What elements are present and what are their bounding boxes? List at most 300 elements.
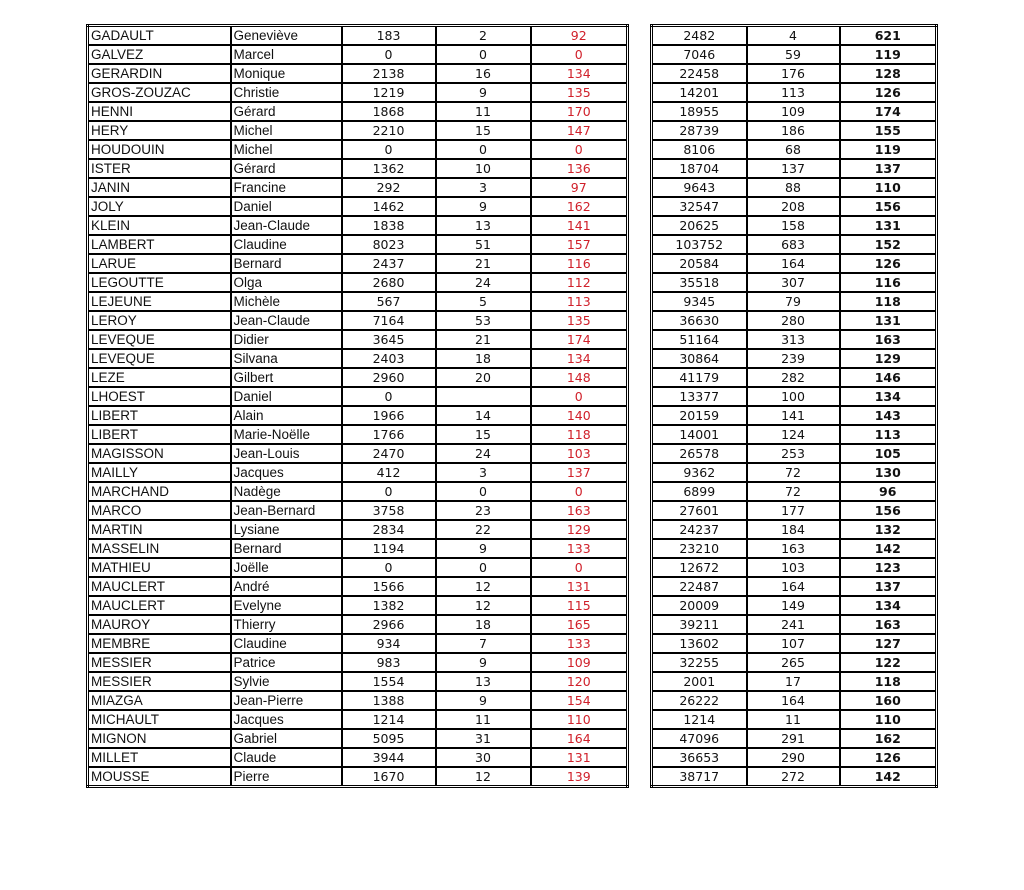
value-b-cell: 12	[436, 767, 531, 787]
value-b-cell: 53	[436, 311, 531, 330]
total-d-cell: 7046	[652, 45, 747, 64]
table-row	[652, 121, 937, 140]
table-row	[652, 577, 937, 596]
total-e-cell: 265	[747, 653, 840, 672]
total-e-cell: 241	[747, 615, 840, 634]
total-e-cell: 4	[747, 26, 840, 46]
first-name-cell: Lysiane	[231, 520, 342, 539]
value-a-cell: 1219	[342, 83, 436, 102]
table-row	[88, 273, 628, 292]
total-e-cell: 113	[747, 83, 840, 102]
value-b-cell: 7	[436, 634, 531, 653]
total-e-cell: 137	[747, 159, 840, 178]
value-a-cell: 1966	[342, 406, 436, 425]
value-b-cell: 23	[436, 501, 531, 520]
ratio-cell: 0	[531, 482, 628, 501]
value-a-cell: 1194	[342, 539, 436, 558]
total-d-cell: 2482	[652, 26, 747, 46]
table-row	[88, 634, 628, 653]
total-d-cell: 41179	[652, 368, 747, 387]
value-b-cell: 24	[436, 273, 531, 292]
value-a-cell: 1362	[342, 159, 436, 178]
first-name-cell: Francine	[231, 178, 342, 197]
last-name-cell: MARCHAND	[88, 482, 231, 501]
total-e-cell: 282	[747, 368, 840, 387]
table-row	[652, 273, 937, 292]
first-name-cell: André	[231, 577, 342, 596]
total-e-cell: 239	[747, 349, 840, 368]
total-d-cell: 22458	[652, 64, 747, 83]
table-row	[652, 748, 937, 767]
ratio-cell: 174	[531, 330, 628, 349]
value-a-cell: 2437	[342, 254, 436, 273]
ratio-cell: 129	[531, 520, 628, 539]
total-d-cell: 14001	[652, 425, 747, 444]
first-name-cell: Thierry	[231, 615, 342, 634]
value-b-cell: 20	[436, 368, 531, 387]
left-results-table	[86, 24, 629, 788]
table-row	[652, 349, 937, 368]
ratio-cell: 131	[531, 577, 628, 596]
last-name-cell: LARUE	[88, 254, 231, 273]
table-row	[652, 501, 937, 520]
total-d-cell: 2001	[652, 672, 747, 691]
ratio-cell: 147	[531, 121, 628, 140]
table-row	[88, 216, 628, 235]
total-ratio-cell: 110	[840, 710, 937, 729]
table-row	[652, 311, 937, 330]
table-row	[652, 64, 937, 83]
first-name-cell: Michèle	[231, 292, 342, 311]
last-name-cell: LEROY	[88, 311, 231, 330]
total-d-cell: 32255	[652, 653, 747, 672]
first-name-cell: Gérard	[231, 102, 342, 121]
total-d-cell: 9345	[652, 292, 747, 311]
total-ratio-cell: 118	[840, 292, 937, 311]
last-name-cell: LEVEQUE	[88, 349, 231, 368]
first-name-cell: Jacques	[231, 463, 342, 482]
last-name-cell: MATHIEU	[88, 558, 231, 577]
value-b-cell: 9	[436, 197, 531, 216]
total-d-cell: 13377	[652, 387, 747, 406]
value-b-cell: 0	[436, 140, 531, 159]
last-name-cell: HOUDOUIN	[88, 140, 231, 159]
total-e-cell: 164	[747, 254, 840, 273]
total-d-cell: 103752	[652, 235, 747, 254]
total-e-cell: 164	[747, 691, 840, 710]
table-row	[88, 26, 628, 46]
total-d-cell: 51164	[652, 330, 747, 349]
table-row	[652, 406, 937, 425]
first-name-cell: Monique	[231, 64, 342, 83]
total-e-cell: 88	[747, 178, 840, 197]
last-name-cell: JANIN	[88, 178, 231, 197]
total-ratio-cell: 126	[840, 748, 937, 767]
total-ratio-cell: 127	[840, 634, 937, 653]
total-e-cell: 141	[747, 406, 840, 425]
ratio-cell: 110	[531, 710, 628, 729]
table-row	[652, 197, 937, 216]
ratio-cell: 112	[531, 273, 628, 292]
total-d-cell: 26578	[652, 444, 747, 463]
last-name-cell: MAILLY	[88, 463, 231, 482]
last-name-cell: MARTIN	[88, 520, 231, 539]
total-ratio-cell: 142	[840, 767, 937, 787]
first-name-cell: Geneviève	[231, 26, 342, 46]
value-a-cell: 1766	[342, 425, 436, 444]
ratio-cell: 133	[531, 634, 628, 653]
value-a-cell: 2470	[342, 444, 436, 463]
total-e-cell: 184	[747, 520, 840, 539]
first-name-cell: Joëlle	[231, 558, 342, 577]
table-row	[88, 653, 628, 672]
table-row	[88, 254, 628, 273]
total-ratio-cell: 163	[840, 615, 937, 634]
total-d-cell: 18955	[652, 102, 747, 121]
total-ratio-cell: 152	[840, 235, 937, 254]
ratio-cell: 92	[531, 26, 628, 46]
value-a-cell: 2966	[342, 615, 436, 634]
first-name-cell: Bernard	[231, 539, 342, 558]
table-row	[88, 691, 628, 710]
value-b-cell: 9	[436, 539, 531, 558]
value-b-cell: 12	[436, 577, 531, 596]
value-b-cell: 51	[436, 235, 531, 254]
first-name-cell: Jean-Pierre	[231, 691, 342, 710]
value-b-cell: 13	[436, 672, 531, 691]
ratio-cell: 115	[531, 596, 628, 615]
value-a-cell: 1868	[342, 102, 436, 121]
total-d-cell: 36653	[652, 748, 747, 767]
table-row	[88, 710, 628, 729]
total-e-cell: 177	[747, 501, 840, 520]
right-table-body	[652, 26, 937, 787]
table-row	[652, 387, 937, 406]
last-name-cell: KLEIN	[88, 216, 231, 235]
first-name-cell: Gabriel	[231, 729, 342, 748]
last-name-cell: MAUROY	[88, 615, 231, 634]
table-row	[88, 767, 628, 787]
table-row	[88, 596, 628, 615]
ratio-cell: 139	[531, 767, 628, 787]
total-e-cell: 176	[747, 64, 840, 83]
first-name-cell: Daniel	[231, 387, 342, 406]
last-name-cell: GALVEZ	[88, 45, 231, 64]
ratio-cell: 157	[531, 235, 628, 254]
value-b-cell: 11	[436, 102, 531, 121]
last-name-cell: MESSIER	[88, 653, 231, 672]
total-e-cell: 164	[747, 577, 840, 596]
total-ratio-cell: 128	[840, 64, 937, 83]
table-row	[88, 140, 628, 159]
first-name-cell: Marie-Noëlle	[231, 425, 342, 444]
table-row	[652, 235, 937, 254]
value-a-cell: 0	[342, 482, 436, 501]
total-ratio-cell: 131	[840, 216, 937, 235]
table-row	[88, 121, 628, 140]
ratio-cell: 109	[531, 653, 628, 672]
value-b-cell: 9	[436, 653, 531, 672]
ratio-cell: 163	[531, 501, 628, 520]
table-row	[652, 83, 937, 102]
value-a-cell: 0	[342, 558, 436, 577]
last-name-cell: GERARDIN	[88, 64, 231, 83]
ratio-cell: 165	[531, 615, 628, 634]
table-row	[652, 140, 937, 159]
total-ratio-cell: 142	[840, 539, 937, 558]
value-b-cell: 11	[436, 710, 531, 729]
total-ratio-cell: 143	[840, 406, 937, 425]
total-ratio-cell: 119	[840, 140, 937, 159]
table-row	[88, 539, 628, 558]
total-ratio-cell: 162	[840, 729, 937, 748]
value-a-cell: 292	[342, 178, 436, 197]
table-row	[88, 64, 628, 83]
ratio-cell: 118	[531, 425, 628, 444]
ratio-cell: 131	[531, 748, 628, 767]
ratio-cell: 134	[531, 349, 628, 368]
first-name-cell: Jean-Claude	[231, 216, 342, 235]
table-row	[88, 406, 628, 425]
total-d-cell: 20159	[652, 406, 747, 425]
value-a-cell: 0	[342, 140, 436, 159]
value-b-cell: 18	[436, 349, 531, 368]
last-name-cell: LAMBERT	[88, 235, 231, 254]
total-d-cell: 27601	[652, 501, 747, 520]
total-ratio-cell: 146	[840, 368, 937, 387]
last-name-cell: ISTER	[88, 159, 231, 178]
total-ratio-cell: 156	[840, 501, 937, 520]
value-a-cell: 3944	[342, 748, 436, 767]
ratio-cell: 0	[531, 140, 628, 159]
total-ratio-cell: 131	[840, 311, 937, 330]
last-name-cell: LEJEUNE	[88, 292, 231, 311]
ratio-cell: 162	[531, 197, 628, 216]
value-b-cell: 5	[436, 292, 531, 311]
table-row	[88, 577, 628, 596]
right-results-table	[650, 24, 938, 788]
ratio-cell: 103	[531, 444, 628, 463]
value-a-cell: 1554	[342, 672, 436, 691]
ratio-cell: 135	[531, 311, 628, 330]
last-name-cell: GROS-ZOUZAC	[88, 83, 231, 102]
total-e-cell: 79	[747, 292, 840, 311]
total-ratio-cell: 119	[840, 45, 937, 64]
value-b-cell: 0	[436, 558, 531, 577]
total-ratio-cell: 621	[840, 26, 937, 46]
value-b-cell: 30	[436, 748, 531, 767]
total-ratio-cell: 132	[840, 520, 937, 539]
value-a-cell: 3645	[342, 330, 436, 349]
last-name-cell: MIGNON	[88, 729, 231, 748]
ratio-cell: 135	[531, 83, 628, 102]
table-row	[652, 672, 937, 691]
total-d-cell: 18704	[652, 159, 747, 178]
ratio-cell: 154	[531, 691, 628, 710]
total-ratio-cell: 126	[840, 83, 937, 102]
ratio-cell: 148	[531, 368, 628, 387]
last-name-cell: LIBERT	[88, 406, 231, 425]
first-name-cell: Evelyne	[231, 596, 342, 615]
table-row	[652, 102, 937, 121]
table-row	[652, 425, 937, 444]
total-ratio-cell: 113	[840, 425, 937, 444]
table-row	[88, 311, 628, 330]
total-ratio-cell: 116	[840, 273, 937, 292]
ratio-cell: 116	[531, 254, 628, 273]
last-name-cell: MICHAULT	[88, 710, 231, 729]
table-row	[88, 463, 628, 482]
total-d-cell: 39211	[652, 615, 747, 634]
first-name-cell: Claudine	[231, 235, 342, 254]
ratio-cell: 134	[531, 64, 628, 83]
value-a-cell: 7164	[342, 311, 436, 330]
table-row	[652, 292, 937, 311]
table-row	[88, 197, 628, 216]
last-name-cell: HERY	[88, 121, 231, 140]
table-row	[652, 330, 937, 349]
first-name-cell: Daniel	[231, 197, 342, 216]
first-name-cell: Olga	[231, 273, 342, 292]
total-e-cell: 17	[747, 672, 840, 691]
value-a-cell: 2834	[342, 520, 436, 539]
total-e-cell: 107	[747, 634, 840, 653]
total-ratio-cell: 118	[840, 672, 937, 691]
first-name-cell: Bernard	[231, 254, 342, 273]
total-e-cell: 72	[747, 482, 840, 501]
value-a-cell: 1566	[342, 577, 436, 596]
value-a-cell: 1462	[342, 197, 436, 216]
last-name-cell: MIAZGA	[88, 691, 231, 710]
total-ratio-cell: 134	[840, 596, 937, 615]
value-b-cell: 31	[436, 729, 531, 748]
table-row	[88, 235, 628, 254]
total-ratio-cell: 126	[840, 254, 937, 273]
value-b-cell: 0	[436, 45, 531, 64]
table-row	[652, 558, 937, 577]
table-row	[652, 729, 937, 748]
total-e-cell: 124	[747, 425, 840, 444]
value-a-cell: 3758	[342, 501, 436, 520]
table-row	[88, 387, 628, 406]
total-e-cell: 103	[747, 558, 840, 577]
total-ratio-cell: 137	[840, 159, 937, 178]
table-row	[88, 520, 628, 539]
last-name-cell: MASSELIN	[88, 539, 231, 558]
first-name-cell: Jean-Claude	[231, 311, 342, 330]
last-name-cell: LEZE	[88, 368, 231, 387]
last-name-cell: LHOEST	[88, 387, 231, 406]
table-row	[652, 539, 937, 558]
value-a-cell: 5095	[342, 729, 436, 748]
table-row	[88, 330, 628, 349]
first-name-cell: Michel	[231, 140, 342, 159]
total-ratio-cell: 129	[840, 349, 937, 368]
table-row	[652, 45, 937, 64]
value-a-cell: 1670	[342, 767, 436, 787]
table-row	[652, 767, 937, 787]
table-row	[652, 615, 937, 634]
first-name-cell: Silvana	[231, 349, 342, 368]
total-e-cell: 100	[747, 387, 840, 406]
total-d-cell: 32547	[652, 197, 747, 216]
ratio-cell: 120	[531, 672, 628, 691]
first-name-cell: Jacques	[231, 710, 342, 729]
table-row	[88, 482, 628, 501]
last-name-cell: MEMBRE	[88, 634, 231, 653]
table-row	[88, 425, 628, 444]
total-e-cell: 163	[747, 539, 840, 558]
ratio-cell: 113	[531, 292, 628, 311]
total-d-cell: 38717	[652, 767, 747, 787]
value-b-cell: 24	[436, 444, 531, 463]
value-b-cell: 21	[436, 254, 531, 273]
value-b-cell: 12	[436, 596, 531, 615]
table-row	[88, 444, 628, 463]
total-e-cell: 149	[747, 596, 840, 615]
table-row	[652, 653, 937, 672]
total-d-cell: 13602	[652, 634, 747, 653]
total-e-cell: 72	[747, 463, 840, 482]
total-d-cell: 26222	[652, 691, 747, 710]
total-e-cell: 208	[747, 197, 840, 216]
table-row	[88, 178, 628, 197]
value-a-cell: 183	[342, 26, 436, 46]
first-name-cell: Pierre	[231, 767, 342, 787]
value-b-cell: 18	[436, 615, 531, 634]
value-a-cell: 1838	[342, 216, 436, 235]
total-d-cell: 24237	[652, 520, 747, 539]
value-b-cell: 21	[436, 330, 531, 349]
table-row	[652, 444, 937, 463]
ratio-cell: 133	[531, 539, 628, 558]
value-a-cell: 983	[342, 653, 436, 672]
total-e-cell: 158	[747, 216, 840, 235]
total-d-cell: 14201	[652, 83, 747, 102]
total-ratio-cell: 137	[840, 577, 937, 596]
ratio-cell: 136	[531, 159, 628, 178]
value-b-cell: 15	[436, 425, 531, 444]
value-a-cell: 0	[342, 45, 436, 64]
last-name-cell: MOUSSE	[88, 767, 231, 787]
total-d-cell: 23210	[652, 539, 747, 558]
total-ratio-cell: 174	[840, 102, 937, 121]
total-d-cell: 20625	[652, 216, 747, 235]
first-name-cell: Patrice	[231, 653, 342, 672]
table-row	[88, 159, 628, 178]
total-ratio-cell: 160	[840, 691, 937, 710]
first-name-cell: Marcel	[231, 45, 342, 64]
last-name-cell: LEGOUTTE	[88, 273, 231, 292]
value-b-cell: 13	[436, 216, 531, 235]
total-d-cell: 22487	[652, 577, 747, 596]
value-b-cell: 22	[436, 520, 531, 539]
last-name-cell: MILLET	[88, 748, 231, 767]
total-e-cell: 253	[747, 444, 840, 463]
first-name-cell: Jean-Louis	[231, 444, 342, 463]
total-d-cell: 1214	[652, 710, 747, 729]
first-name-cell: Sylvie	[231, 672, 342, 691]
ratio-cell: 140	[531, 406, 628, 425]
value-a-cell: 934	[342, 634, 436, 653]
ratio-cell: 0	[531, 558, 628, 577]
total-d-cell: 36630	[652, 311, 747, 330]
value-a-cell: 2210	[342, 121, 436, 140]
total-d-cell: 28739	[652, 121, 747, 140]
total-d-cell: 6899	[652, 482, 747, 501]
value-b-cell: 9	[436, 83, 531, 102]
total-e-cell: 307	[747, 273, 840, 292]
